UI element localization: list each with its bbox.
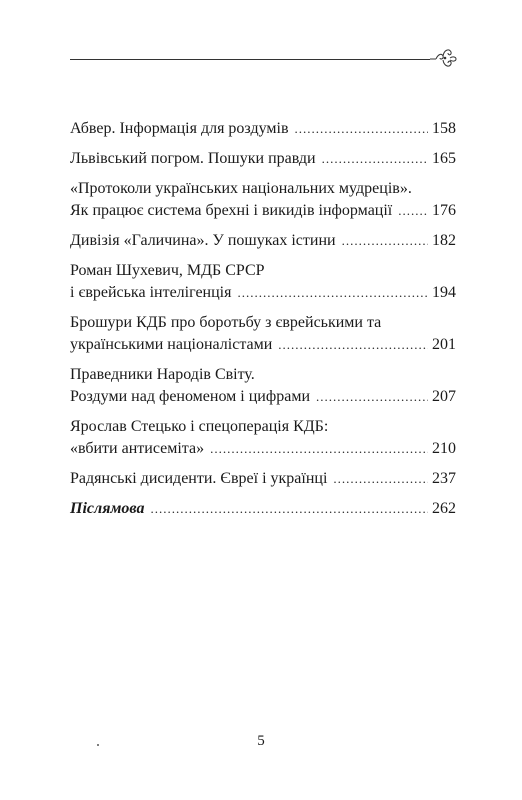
flourish-ornament-icon — [428, 44, 458, 72]
dot-leader — [316, 386, 428, 408]
toc-entry-title: українськими націоналістами — [70, 336, 273, 353]
toc-entry[interactable] — [70, 498, 456, 520]
toc-entry-page: 210 — [432, 440, 456, 457]
toc-entry-title: Праведники Народів Світу. — [70, 366, 255, 383]
print-speck — [97, 744, 99, 746]
toc-entry-title: Ярослав Стецько і спецоперація КДБ: — [70, 418, 329, 435]
toc-entry[interactable] — [70, 312, 456, 356]
dot-leader — [322, 148, 428, 170]
dot-leader — [333, 468, 428, 490]
toc-entry-title: Дивізія «Галичина». У пошуках істини — [70, 232, 336, 249]
dot-leader — [342, 230, 428, 252]
toc-entry-page: 237 — [432, 470, 456, 487]
dot-leader — [398, 200, 428, 222]
toc-entry[interactable] — [70, 230, 456, 252]
toc-entry-page: 201 — [432, 336, 456, 353]
toc-entry-title: «вбити антисеміта» — [70, 440, 205, 457]
toc-entry-page: 262 — [432, 500, 456, 517]
toc-entry-title: Львівський погром. Пошуки правди — [70, 150, 316, 167]
toc-entry-page: 158 — [432, 120, 456, 137]
toc-entry-page: 176 — [432, 202, 456, 219]
toc-entry-title: Як працює система брехні і викидів інформації — [70, 202, 393, 219]
toc-entry[interactable] — [70, 468, 456, 490]
toc-entry-title: Брошури КДБ про боротьбу з єврейськими та — [70, 314, 382, 331]
toc-entry-title: і єврейська інтелігенція — [70, 284, 232, 301]
table-of-contents — [70, 118, 456, 528]
toc-entry-page: 182 — [432, 232, 456, 249]
toc-entry-title: Роман Шухевич, МДБ СРСР — [70, 262, 265, 279]
toc-entry-title: Абвер. Інформація для роздумів — [70, 120, 289, 137]
toc-entry-title: «Протоколи українських національних мудреців». — [70, 180, 412, 197]
dot-leader — [210, 438, 428, 460]
toc-entry-page: 165 — [432, 150, 456, 167]
toc-entry-page: 194 — [432, 284, 456, 301]
dot-leader — [278, 334, 428, 356]
toc-entry[interactable] — [70, 118, 456, 140]
toc-entry-title: Радянські дисиденти. Євреї і українці — [70, 470, 328, 487]
page-number: 5 — [257, 733, 265, 749]
toc-entry[interactable] — [70, 260, 456, 304]
toc-entry-page: 207 — [432, 388, 456, 405]
header-rule — [70, 59, 430, 60]
toc-entry-title: Післямова — [70, 500, 145, 517]
dot-leader — [150, 498, 428, 520]
toc-entry[interactable] — [70, 178, 456, 222]
toc-entry[interactable] — [70, 364, 456, 408]
dot-leader — [295, 118, 428, 140]
toc-entry[interactable] — [70, 148, 456, 170]
dot-leader — [237, 282, 428, 304]
toc-entry[interactable] — [70, 416, 456, 460]
toc-entry-title: Роздуми над феноменом і цифрами — [70, 388, 311, 405]
